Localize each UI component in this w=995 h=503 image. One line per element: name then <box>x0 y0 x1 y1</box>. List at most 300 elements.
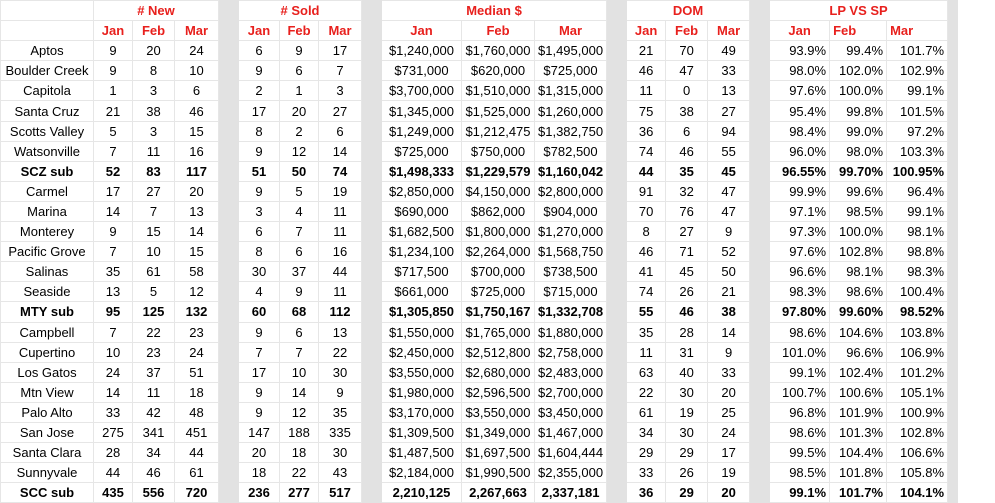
sold-jan-cell[interactable]: 9 <box>239 141 280 161</box>
dom-mar-cell[interactable]: 52 <box>708 242 750 262</box>
median-mar-cell[interactable]: $2,758,000 <box>535 342 607 362</box>
new-feb-cell[interactable]: 3 <box>133 121 175 141</box>
median-jan-cell[interactable]: $3,550,000 <box>382 362 462 382</box>
sold-feb-cell[interactable]: 10 <box>280 362 319 382</box>
dom-jan-cell[interactable]: 29 <box>627 443 666 463</box>
new-mar-cell[interactable]: 10 <box>175 61 219 81</box>
median-jan-cell[interactable]: $1,345,000 <box>382 101 462 121</box>
median-feb-cell[interactable]: $2,512,800 <box>462 342 535 362</box>
dom-feb-cell[interactable]: 35 <box>666 161 708 181</box>
median-mar-cell[interactable]: $1,160,042 <box>535 161 607 181</box>
dom-feb-cell[interactable]: 71 <box>666 242 708 262</box>
lpsp-feb-cell[interactable]: 104.4% <box>830 443 887 463</box>
lpsp-feb-cell[interactable]: 99.8% <box>830 101 887 121</box>
median-jan-cell[interactable]: $2,850,000 <box>382 181 462 201</box>
median-feb-cell[interactable]: $862,000 <box>462 201 535 221</box>
median-jan-cell[interactable]: 2,210,125 <box>382 483 462 503</box>
new-feb-cell[interactable]: 3 <box>133 81 175 101</box>
lpsp-jan-cell[interactable]: 97.1% <box>770 201 830 221</box>
dom-jan-cell[interactable]: 70 <box>627 201 666 221</box>
dom-feb-cell[interactable]: 46 <box>666 141 708 161</box>
dom-feb-cell[interactable]: 46 <box>666 302 708 322</box>
dom-mar-cell[interactable]: 24 <box>708 422 750 442</box>
sold-mar-cell[interactable]: 43 <box>319 463 362 483</box>
new-mar-cell[interactable]: 44 <box>175 443 219 463</box>
sold-feb-cell[interactable]: 20 <box>280 101 319 121</box>
lpsp-jan-cell[interactable]: 100.7% <box>770 382 830 402</box>
new-feb-cell[interactable]: 125 <box>133 302 175 322</box>
lpsp-feb-cell[interactable]: 101.9% <box>830 402 887 422</box>
lpsp-feb-cell[interactable]: 101.7% <box>830 483 887 503</box>
new-mar-cell[interactable]: 451 <box>175 422 219 442</box>
sold-feb-cell[interactable]: 4 <box>280 201 319 221</box>
lpsp-jan-cell[interactable]: 96.8% <box>770 402 830 422</box>
median-feb-cell[interactable]: $1,990,500 <box>462 463 535 483</box>
new-mar-cell[interactable]: 24 <box>175 342 219 362</box>
lpsp-jan-cell[interactable]: 98.5% <box>770 463 830 483</box>
dom-mar-cell[interactable]: 13 <box>708 81 750 101</box>
median-feb-cell[interactable]: $1,800,000 <box>462 222 535 242</box>
lpsp-feb-cell[interactable]: 102.4% <box>830 362 887 382</box>
lpsp-feb-cell[interactable]: 99.0% <box>830 121 887 141</box>
median-jan-cell[interactable]: $661,000 <box>382 282 462 302</box>
sold-mar-cell[interactable]: 44 <box>319 262 362 282</box>
lpsp-jan-cell[interactable]: 96.0% <box>770 141 830 161</box>
median-jan-cell[interactable]: $1,234,100 <box>382 242 462 262</box>
new-jan-cell[interactable]: 17 <box>94 181 133 201</box>
lpsp-mar-cell[interactable]: 99.1% <box>887 201 948 221</box>
dom-jan-cell[interactable]: 61 <box>627 402 666 422</box>
sold-mar-cell[interactable]: 13 <box>319 322 362 342</box>
sold-mar-cell[interactable]: 6 <box>319 121 362 141</box>
lpsp-feb-cell[interactable]: 100.6% <box>830 382 887 402</box>
sold-jan-cell[interactable]: 3 <box>239 201 280 221</box>
lpsp-feb-cell[interactable]: 101.3% <box>830 422 887 442</box>
dom-jan-cell[interactable]: 34 <box>627 422 666 442</box>
lpsp-mar-cell[interactable]: 100.9% <box>887 402 948 422</box>
new-jan-cell[interactable]: 10 <box>94 342 133 362</box>
new-feb-cell[interactable]: 341 <box>133 422 175 442</box>
new-jan-cell[interactable]: 52 <box>94 161 133 181</box>
lpsp-feb-cell[interactable]: 100.0% <box>830 222 887 242</box>
median-jan-cell[interactable]: $717,500 <box>382 262 462 282</box>
sold-mar-cell[interactable]: 335 <box>319 422 362 442</box>
median-feb-cell[interactable]: $2,264,000 <box>462 242 535 262</box>
dom-feb-cell[interactable]: 76 <box>666 201 708 221</box>
new-mar-cell[interactable]: 132 <box>175 302 219 322</box>
new-feb-cell[interactable]: 11 <box>133 141 175 161</box>
city-cell[interactable]: MTY sub <box>1 302 94 322</box>
dom-jan-cell[interactable]: 63 <box>627 362 666 382</box>
median-feb-cell[interactable]: $1,525,000 <box>462 101 535 121</box>
median-mar-cell[interactable]: $1,604,444 <box>535 443 607 463</box>
city-cell[interactable]: SCZ sub <box>1 161 94 181</box>
median-feb-cell[interactable]: 2,267,663 <box>462 483 535 503</box>
sold-feb-cell[interactable]: 7 <box>280 222 319 242</box>
sold-jan-cell[interactable]: 6 <box>239 41 280 61</box>
median-jan-cell[interactable]: $1,487,500 <box>382 443 462 463</box>
median-feb-cell[interactable]: $1,750,167 <box>462 302 535 322</box>
new-feb-cell[interactable]: 8 <box>133 61 175 81</box>
median-feb-cell[interactable]: $620,000 <box>462 61 535 81</box>
dom-jan-cell[interactable]: 21 <box>627 41 666 61</box>
dom-jan-cell[interactable]: 44 <box>627 161 666 181</box>
lpsp-mar-cell[interactable]: 100.4% <box>887 282 948 302</box>
lpsp-feb-cell[interactable]: 99.6% <box>830 181 887 201</box>
median-mar-cell[interactable]: $1,382,750 <box>535 121 607 141</box>
median-jan-cell[interactable]: $1,498,333 <box>382 161 462 181</box>
median-mar-cell[interactable]: $1,467,000 <box>535 422 607 442</box>
new-feb-cell[interactable]: 7 <box>133 201 175 221</box>
new-feb-cell[interactable]: 61 <box>133 262 175 282</box>
lpsp-mar-cell[interactable]: 98.8% <box>887 242 948 262</box>
dom-feb-cell[interactable]: 19 <box>666 402 708 422</box>
sold-mar-cell[interactable]: 11 <box>319 222 362 242</box>
dom-jan-cell[interactable]: 8 <box>627 222 666 242</box>
median-mar-cell[interactable]: $782,500 <box>535 141 607 161</box>
lpsp-mar-cell[interactable]: 101.2% <box>887 362 948 382</box>
new-mar-cell[interactable]: 6 <box>175 81 219 101</box>
dom-jan-cell[interactable]: 91 <box>627 181 666 201</box>
new-jan-cell[interactable]: 14 <box>94 201 133 221</box>
dom-jan-cell[interactable]: 36 <box>627 483 666 503</box>
lpsp-jan-cell[interactable]: 98.0% <box>770 61 830 81</box>
median-feb-cell[interactable]: $4,150,000 <box>462 181 535 201</box>
city-cell[interactable]: Cupertino <box>1 342 94 362</box>
sold-feb-cell[interactable]: 6 <box>280 242 319 262</box>
sold-jan-cell[interactable]: 236 <box>239 483 280 503</box>
dom-jan-cell[interactable]: 46 <box>627 61 666 81</box>
lpsp-jan-cell[interactable]: 98.6% <box>770 422 830 442</box>
new-mar-cell[interactable]: 20 <box>175 181 219 201</box>
lpsp-jan-cell[interactable]: 98.3% <box>770 282 830 302</box>
lpsp-feb-cell[interactable]: 104.6% <box>830 322 887 342</box>
sold-feb-cell[interactable]: 50 <box>280 161 319 181</box>
new-jan-cell[interactable]: 44 <box>94 463 133 483</box>
median-jan-cell[interactable]: $2,450,000 <box>382 342 462 362</box>
sold-mar-cell[interactable]: 22 <box>319 342 362 362</box>
city-cell[interactable]: San Jose <box>1 422 94 442</box>
dom-mar-cell[interactable]: 33 <box>708 362 750 382</box>
dom-feb-cell[interactable]: 0 <box>666 81 708 101</box>
lpsp-mar-cell[interactable]: 104.1% <box>887 483 948 503</box>
median-jan-cell[interactable]: $1,309,500 <box>382 422 462 442</box>
dom-jan-cell[interactable]: 55 <box>627 302 666 322</box>
sold-mar-cell[interactable]: 517 <box>319 483 362 503</box>
median-jan-cell[interactable]: $3,170,000 <box>382 402 462 422</box>
sold-mar-cell[interactable]: 11 <box>319 201 362 221</box>
new-jan-cell[interactable]: 435 <box>94 483 133 503</box>
sold-feb-cell[interactable]: 6 <box>280 61 319 81</box>
new-feb-cell[interactable]: 11 <box>133 382 175 402</box>
dom-mar-cell[interactable]: 19 <box>708 463 750 483</box>
sold-mar-cell[interactable]: 17 <box>319 41 362 61</box>
dom-jan-cell[interactable]: 11 <box>627 342 666 362</box>
dom-jan-cell[interactable]: 75 <box>627 101 666 121</box>
lpsp-jan-cell[interactable]: 98.4% <box>770 121 830 141</box>
lpsp-mar-cell[interactable]: 102.8% <box>887 422 948 442</box>
sold-feb-cell[interactable]: 7 <box>280 342 319 362</box>
median-jan-cell[interactable]: $725,000 <box>382 141 462 161</box>
lpsp-mar-cell[interactable]: 101.5% <box>887 101 948 121</box>
dom-mar-cell[interactable]: 9 <box>708 342 750 362</box>
sold-jan-cell[interactable]: 4 <box>239 282 280 302</box>
median-mar-cell[interactable]: $1,332,708 <box>535 302 607 322</box>
sold-feb-cell[interactable]: 9 <box>280 41 319 61</box>
sold-jan-cell[interactable]: 17 <box>239 101 280 121</box>
lpsp-jan-cell[interactable]: 96.55% <box>770 161 830 181</box>
city-cell[interactable]: Boulder Creek <box>1 61 94 81</box>
sold-jan-cell[interactable]: 9 <box>239 382 280 402</box>
median-mar-cell[interactable]: $1,270,000 <box>535 222 607 242</box>
sold-mar-cell[interactable]: 74 <box>319 161 362 181</box>
median-jan-cell[interactable]: $1,682,500 <box>382 222 462 242</box>
new-feb-cell[interactable]: 23 <box>133 342 175 362</box>
median-feb-cell[interactable]: $1,212,475 <box>462 121 535 141</box>
median-jan-cell[interactable]: $731,000 <box>382 61 462 81</box>
sold-mar-cell[interactable]: 27 <box>319 101 362 121</box>
lpsp-mar-cell[interactable]: 105.1% <box>887 382 948 402</box>
sold-mar-cell[interactable]: 35 <box>319 402 362 422</box>
dom-feb-cell[interactable]: 30 <box>666 382 708 402</box>
lpsp-mar-cell[interactable]: 101.7% <box>887 41 948 61</box>
lpsp-jan-cell[interactable]: 97.6% <box>770 242 830 262</box>
dom-mar-cell[interactable]: 17 <box>708 443 750 463</box>
city-cell[interactable]: Salinas <box>1 262 94 282</box>
lpsp-mar-cell[interactable]: 103.3% <box>887 141 948 161</box>
dom-mar-cell[interactable]: 33 <box>708 61 750 81</box>
lpsp-feb-cell[interactable]: 99.60% <box>830 302 887 322</box>
lpsp-jan-cell[interactable]: 99.1% <box>770 362 830 382</box>
new-mar-cell[interactable]: 13 <box>175 201 219 221</box>
lpsp-feb-cell[interactable]: 99.4% <box>830 41 887 61</box>
sold-jan-cell[interactable]: 9 <box>239 61 280 81</box>
new-feb-cell[interactable]: 20 <box>133 41 175 61</box>
dom-feb-cell[interactable]: 31 <box>666 342 708 362</box>
dom-mar-cell[interactable]: 47 <box>708 181 750 201</box>
lpsp-feb-cell[interactable]: 99.70% <box>830 161 887 181</box>
lpsp-mar-cell[interactable]: 98.3% <box>887 262 948 282</box>
median-mar-cell[interactable]: $1,568,750 <box>535 242 607 262</box>
new-jan-cell[interactable]: 9 <box>94 61 133 81</box>
lpsp-jan-cell[interactable]: 98.6% <box>770 322 830 342</box>
sold-jan-cell[interactable]: 2 <box>239 81 280 101</box>
new-jan-cell[interactable]: 275 <box>94 422 133 442</box>
dom-jan-cell[interactable]: 41 <box>627 262 666 282</box>
median-feb-cell[interactable]: $1,760,000 <box>462 41 535 61</box>
sold-feb-cell[interactable]: 277 <box>280 483 319 503</box>
median-mar-cell[interactable]: $2,483,000 <box>535 362 607 382</box>
new-mar-cell[interactable]: 720 <box>175 483 219 503</box>
dom-mar-cell[interactable]: 20 <box>708 483 750 503</box>
lpsp-mar-cell[interactable]: 103.8% <box>887 322 948 342</box>
dom-feb-cell[interactable]: 26 <box>666 282 708 302</box>
dom-mar-cell[interactable]: 94 <box>708 121 750 141</box>
lpsp-mar-cell[interactable]: 99.1% <box>887 81 948 101</box>
city-cell[interactable]: Sunnyvale <box>1 463 94 483</box>
lpsp-jan-cell[interactable]: 95.4% <box>770 101 830 121</box>
median-feb-cell[interactable]: $1,510,000 <box>462 81 535 101</box>
lpsp-jan-cell[interactable]: 97.6% <box>770 81 830 101</box>
lpsp-jan-cell[interactable]: 97.80% <box>770 302 830 322</box>
dom-feb-cell[interactable]: 29 <box>666 483 708 503</box>
sold-jan-cell[interactable]: 60 <box>239 302 280 322</box>
sold-jan-cell[interactable]: 17 <box>239 362 280 382</box>
dom-feb-cell[interactable]: 70 <box>666 41 708 61</box>
new-feb-cell[interactable]: 38 <box>133 101 175 121</box>
dom-mar-cell[interactable]: 45 <box>708 161 750 181</box>
new-mar-cell[interactable]: 15 <box>175 121 219 141</box>
sold-feb-cell[interactable]: 14 <box>280 382 319 402</box>
city-cell[interactable]: Marina <box>1 201 94 221</box>
dom-jan-cell[interactable]: 36 <box>627 121 666 141</box>
dom-feb-cell[interactable]: 47 <box>666 61 708 81</box>
new-mar-cell[interactable]: 61 <box>175 463 219 483</box>
dom-mar-cell[interactable]: 27 <box>708 101 750 121</box>
new-jan-cell[interactable]: 9 <box>94 41 133 61</box>
city-cell[interactable]: SCC sub <box>1 483 94 503</box>
median-mar-cell[interactable]: $1,315,000 <box>535 81 607 101</box>
lpsp-mar-cell[interactable]: 102.9% <box>887 61 948 81</box>
dom-mar-cell[interactable]: 50 <box>708 262 750 282</box>
sold-jan-cell[interactable]: 6 <box>239 222 280 242</box>
sold-feb-cell[interactable]: 37 <box>280 262 319 282</box>
median-mar-cell[interactable]: $2,700,000 <box>535 382 607 402</box>
median-jan-cell[interactable]: $2,184,000 <box>382 463 462 483</box>
new-mar-cell[interactable]: 15 <box>175 242 219 262</box>
new-feb-cell[interactable]: 10 <box>133 242 175 262</box>
median-feb-cell[interactable]: $1,765,000 <box>462 322 535 342</box>
median-feb-cell[interactable]: $700,000 <box>462 262 535 282</box>
median-mar-cell[interactable]: $738,500 <box>535 262 607 282</box>
lpsp-jan-cell[interactable]: 99.5% <box>770 443 830 463</box>
median-jan-cell[interactable]: $690,000 <box>382 201 462 221</box>
new-feb-cell[interactable]: 34 <box>133 443 175 463</box>
median-mar-cell[interactable]: $2,800,000 <box>535 181 607 201</box>
lpsp-feb-cell[interactable]: 98.6% <box>830 282 887 302</box>
lpsp-mar-cell[interactable]: 98.52% <box>887 302 948 322</box>
new-feb-cell[interactable]: 22 <box>133 322 175 342</box>
median-mar-cell[interactable]: $2,355,000 <box>535 463 607 483</box>
city-cell[interactable]: Seaside <box>1 282 94 302</box>
sold-feb-cell[interactable]: 12 <box>280 141 319 161</box>
lpsp-feb-cell[interactable]: 98.0% <box>830 141 887 161</box>
median-feb-cell[interactable]: $1,697,500 <box>462 443 535 463</box>
dom-feb-cell[interactable]: 30 <box>666 422 708 442</box>
sold-feb-cell[interactable]: 12 <box>280 402 319 422</box>
median-mar-cell[interactable]: $725,000 <box>535 61 607 81</box>
sold-feb-cell[interactable]: 18 <box>280 443 319 463</box>
new-feb-cell[interactable]: 37 <box>133 362 175 382</box>
dom-jan-cell[interactable]: 74 <box>627 141 666 161</box>
new-mar-cell[interactable]: 117 <box>175 161 219 181</box>
city-cell[interactable]: Campbell <box>1 322 94 342</box>
city-cell[interactable]: Pacific Grove <box>1 242 94 262</box>
dom-feb-cell[interactable]: 27 <box>666 222 708 242</box>
sold-mar-cell[interactable]: 9 <box>319 382 362 402</box>
new-mar-cell[interactable]: 24 <box>175 41 219 61</box>
new-mar-cell[interactable]: 58 <box>175 262 219 282</box>
lpsp-feb-cell[interactable]: 98.1% <box>830 262 887 282</box>
dom-feb-cell[interactable]: 26 <box>666 463 708 483</box>
new-feb-cell[interactable]: 5 <box>133 282 175 302</box>
new-jan-cell[interactable]: 35 <box>94 262 133 282</box>
dom-mar-cell[interactable]: 47 <box>708 201 750 221</box>
sold-jan-cell[interactable]: 147 <box>239 422 280 442</box>
sold-jan-cell[interactable]: 9 <box>239 322 280 342</box>
city-cell[interactable]: Santa Cruz <box>1 101 94 121</box>
sold-jan-cell[interactable]: 9 <box>239 181 280 201</box>
lpsp-feb-cell[interactable]: 96.6% <box>830 342 887 362</box>
median-mar-cell[interactable]: $3,450,000 <box>535 402 607 422</box>
dom-mar-cell[interactable]: 38 <box>708 302 750 322</box>
dom-mar-cell[interactable]: 9 <box>708 222 750 242</box>
lpsp-feb-cell[interactable]: 98.5% <box>830 201 887 221</box>
new-mar-cell[interactable]: 18 <box>175 382 219 402</box>
new-mar-cell[interactable]: 48 <box>175 402 219 422</box>
new-jan-cell[interactable]: 28 <box>94 443 133 463</box>
sold-mar-cell[interactable]: 11 <box>319 282 362 302</box>
lpsp-jan-cell[interactable]: 101.0% <box>770 342 830 362</box>
new-mar-cell[interactable]: 46 <box>175 101 219 121</box>
lpsp-feb-cell[interactable]: 102.8% <box>830 242 887 262</box>
sold-feb-cell[interactable]: 22 <box>280 463 319 483</box>
city-cell[interactable]: Scotts Valley <box>1 121 94 141</box>
sold-jan-cell[interactable]: 7 <box>239 342 280 362</box>
new-jan-cell[interactable]: 7 <box>94 322 133 342</box>
sold-mar-cell[interactable]: 19 <box>319 181 362 201</box>
dom-mar-cell[interactable]: 25 <box>708 402 750 422</box>
city-cell[interactable]: Monterey <box>1 222 94 242</box>
lpsp-feb-cell[interactable]: 100.0% <box>830 81 887 101</box>
new-jan-cell[interactable]: 7 <box>94 141 133 161</box>
sold-mar-cell[interactable]: 16 <box>319 242 362 262</box>
city-cell[interactable]: Watsonville <box>1 141 94 161</box>
dom-feb-cell[interactable]: 45 <box>666 262 708 282</box>
median-feb-cell[interactable]: $2,596,500 <box>462 382 535 402</box>
median-feb-cell[interactable]: $3,550,000 <box>462 402 535 422</box>
lpsp-jan-cell[interactable]: 99.1% <box>770 483 830 503</box>
sold-mar-cell[interactable]: 30 <box>319 362 362 382</box>
new-feb-cell[interactable]: 556 <box>133 483 175 503</box>
sold-jan-cell[interactable]: 8 <box>239 242 280 262</box>
new-mar-cell[interactable]: 14 <box>175 222 219 242</box>
median-mar-cell[interactable]: $904,000 <box>535 201 607 221</box>
new-jan-cell[interactable]: 9 <box>94 222 133 242</box>
lpsp-mar-cell[interactable]: 106.6% <box>887 443 948 463</box>
lpsp-jan-cell[interactable]: 97.3% <box>770 222 830 242</box>
city-cell[interactable]: Aptos <box>1 41 94 61</box>
sold-jan-cell[interactable]: 51 <box>239 161 280 181</box>
new-jan-cell[interactable]: 7 <box>94 242 133 262</box>
sold-feb-cell[interactable]: 1 <box>280 81 319 101</box>
dom-feb-cell[interactable]: 38 <box>666 101 708 121</box>
city-cell[interactable]: Carmel <box>1 181 94 201</box>
sold-feb-cell[interactable]: 9 <box>280 282 319 302</box>
median-jan-cell[interactable]: $1,240,000 <box>382 41 462 61</box>
lpsp-mar-cell[interactable]: 105.8% <box>887 463 948 483</box>
new-mar-cell[interactable]: 23 <box>175 322 219 342</box>
sold-jan-cell[interactable]: 8 <box>239 121 280 141</box>
median-mar-cell[interactable]: $1,260,000 <box>535 101 607 121</box>
city-cell[interactable]: Mtn View <box>1 382 94 402</box>
median-mar-cell[interactable]: $1,880,000 <box>535 322 607 342</box>
new-feb-cell[interactable]: 42 <box>133 402 175 422</box>
dom-jan-cell[interactable]: 33 <box>627 463 666 483</box>
sold-feb-cell[interactable]: 6 <box>280 322 319 342</box>
lpsp-feb-cell[interactable]: 102.0% <box>830 61 887 81</box>
dom-feb-cell[interactable]: 6 <box>666 121 708 141</box>
